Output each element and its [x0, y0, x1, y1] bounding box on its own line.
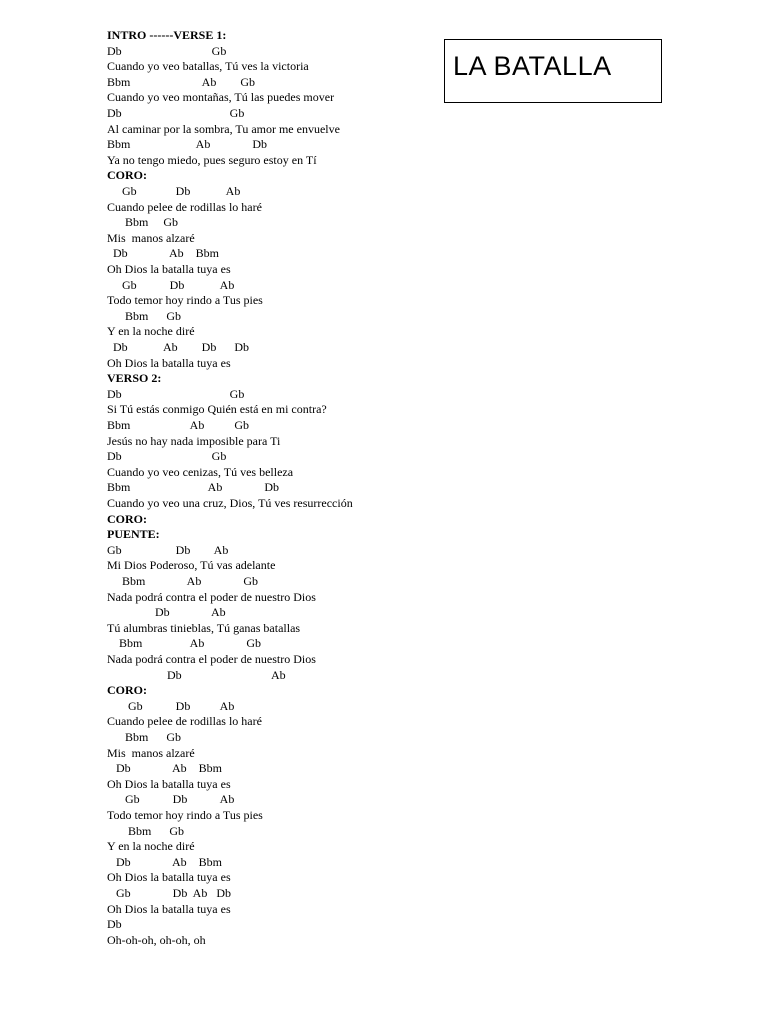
lyric-line: Jesús no hay nada imposible para Ti: [107, 433, 281, 448]
lyric-line: Cuando yo veo cenizas, Tú ves belleza: [107, 464, 294, 479]
lyric-line: Cuando yo veo batallas, Tú ves la victoria: [107, 59, 309, 74]
chord-line: Gb Db Ab: [107, 698, 235, 713]
lyric-line: Oh Dios la batalla tuya es: [107, 355, 231, 370]
lyric-line: Oh Dios la batalla tuya es: [107, 776, 231, 791]
chord-line: Bbm Gb: [107, 823, 185, 838]
lyric-line: Oh Dios la batalla tuya es: [107, 262, 231, 276]
lyric-line: Todo temor hoy rindo a Tus pies: [107, 293, 263, 308]
chord-line: Bbm Ab Db: [107, 137, 268, 152]
chord-line: Bbm Ab Gb: [107, 418, 250, 432]
lyric-line: Oh Dios la batalla tuya es: [107, 870, 231, 885]
lyric-line: Oh Dios la batalla tuya es: [107, 901, 231, 916]
chord-line: Db Ab Db Db: [107, 340, 250, 354]
lyric-line: Y en la noche diré: [107, 324, 195, 339]
chord-line: Db Gb: [107, 106, 245, 120]
chord-line: Gb Db Ab Db: [107, 886, 232, 900]
chord-line: Db Gb: [107, 43, 227, 58]
section-heading: INTRO ------VERSE 1:: [107, 28, 227, 42]
chord-line: Bbm Ab Gb: [107, 74, 256, 89]
section-heading: PUENTE:: [107, 527, 160, 542]
chord-line: Bbm Ab Db: [107, 480, 280, 495]
chord-line: Db Ab Bbm: [107, 246, 220, 261]
chord-line: Gb Db Ab: [107, 277, 235, 292]
section-heading: CORO:: [107, 683, 147, 698]
chord-line: Db: [107, 917, 122, 932]
lyric-line: Oh-oh-oh, oh-oh, oh: [107, 932, 206, 947]
chord-line: Bbm Ab Gb: [107, 636, 262, 651]
lyric-line: Cuando pelee de rodillas lo haré: [107, 714, 262, 729]
lyric-line: Mis manos alzaré: [107, 745, 195, 760]
chord-line: Db Gb: [107, 449, 227, 464]
chord-line: Gb Db Ab: [107, 792, 235, 807]
lyric-line: Y en la noche diré: [107, 839, 195, 854]
chord-line: Bbm Gb: [107, 308, 182, 323]
lyric-line: Nada podrá contra el poder de nuestro Dios: [107, 589, 316, 604]
chord-line: Db Ab Bbm: [107, 854, 223, 869]
chord-line: Db Ab: [107, 667, 286, 682]
chord-line: Bbm Gb: [107, 730, 182, 744]
lyric-line: Mis manos alzaré: [107, 230, 195, 245]
lyric-line: Todo temor hoy rindo a Tus pies: [107, 808, 263, 822]
section-heading: VERSO 2:: [107, 371, 162, 386]
lyric-line: Cuando yo veo una cruz, Dios, Tú ves resurrección: [107, 496, 353, 510]
lyric-line: Tú alumbras tinieblas, Tú ganas batallas: [107, 620, 301, 635]
chord-line: Db Ab Bbm: [107, 761, 223, 776]
lyric-line: Nada podrá contra el poder de nuestro Dios: [107, 652, 316, 666]
chord-line: Gb Db Ab: [107, 542, 229, 557]
lyric-line: Al caminar por la sombra, Tu amor me envuelve: [107, 121, 340, 136]
lyric-line: Ya no tengo miedo, pues seguro estoy en Tí: [107, 152, 317, 167]
chord-line: Bbm Gb: [107, 215, 179, 230]
section-heading: CORO:: [107, 168, 147, 183]
lyric-line: Cuando pelee de rodillas lo haré: [107, 199, 262, 214]
song-title: LA BATALLA: [453, 51, 612, 81]
chord-line: Db Ab: [107, 605, 226, 620]
chord-line: Db Gb: [107, 386, 245, 401]
lyric-line: Cuando yo veo montañas, Tú las puedes mover: [107, 90, 335, 105]
chord-line: Gb Db Ab: [107, 184, 241, 198]
lyric-line: Mi Dios Poderoso, Tú vas adelante: [107, 558, 276, 573]
lyric-line: Si Tú estás conmigo Quién está en mi contra?: [107, 402, 327, 417]
chord-line: Bbm Ab Gb: [107, 574, 259, 588]
section-heading: CORO:: [107, 511, 147, 526]
title-box: [444, 39, 662, 103]
